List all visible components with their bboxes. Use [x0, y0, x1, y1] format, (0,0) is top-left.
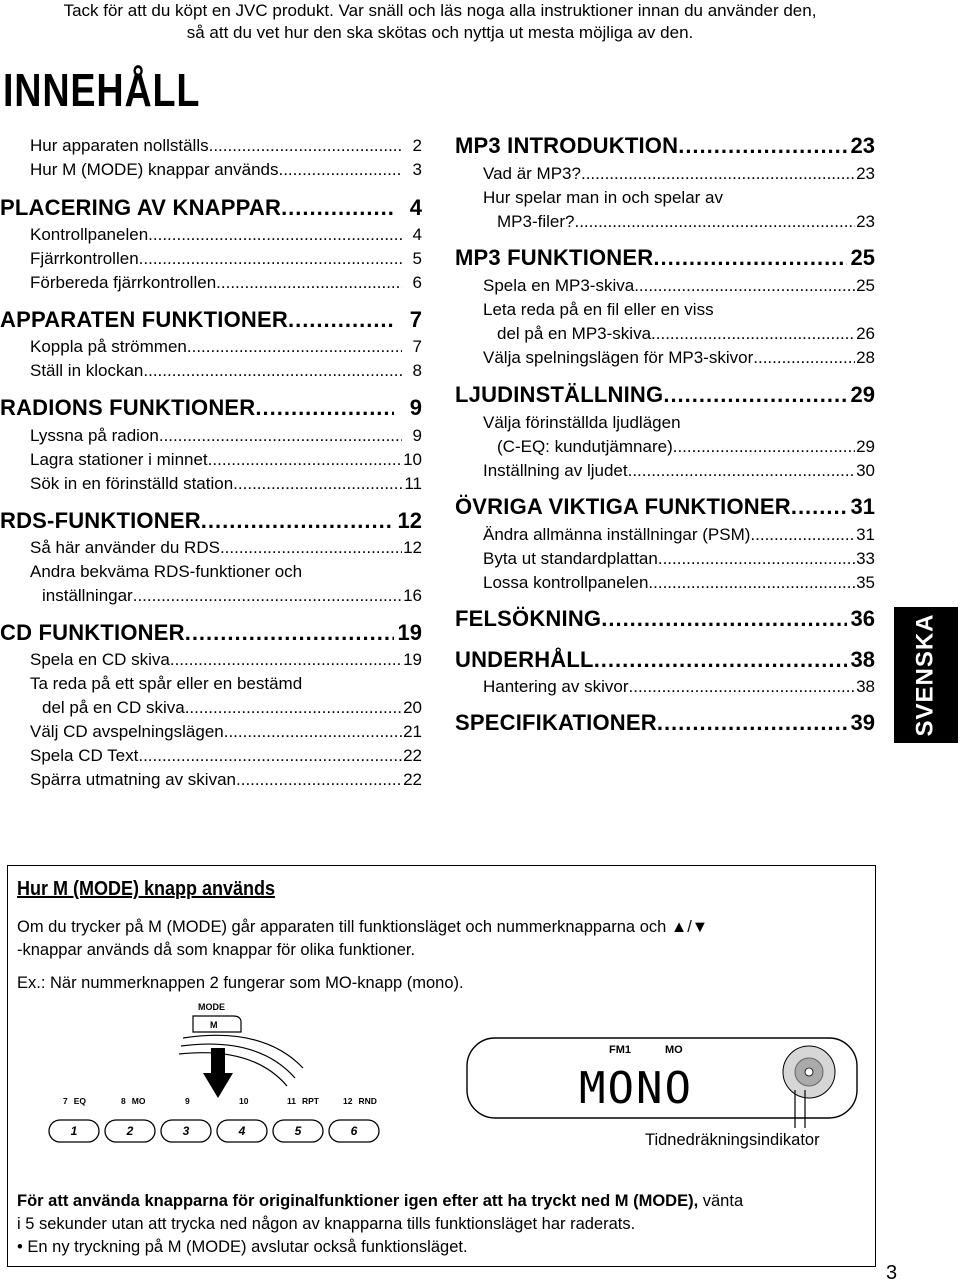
toc-page-number: 12: [403, 538, 422, 557]
toc-label: Förbereda fjärrkontrollen: [30, 273, 217, 292]
toc-section-placering-av-knappar: [0, 195, 422, 221]
toc-leader-dots: [208, 450, 402, 470]
toc-label: Sök in en förinställd station: [30, 474, 234, 493]
toc-entry-del-pa-en-cd-skiva: [42, 698, 422, 718]
toc-entry-vad-ar-mp3: [483, 164, 875, 184]
toc-entry-sok-in-en-forinstalld-station: [30, 474, 422, 494]
toc-section-felsokning: [455, 606, 875, 632]
mode-label: MODE: [198, 1002, 225, 1012]
toc-page-number: 20: [403, 698, 422, 717]
toc-label: UNDERHÅLL: [455, 647, 594, 672]
toc-section-radions-funktioner: [0, 395, 422, 421]
toc-label: Välja spelningslägen för MP3-skivor: [483, 348, 754, 367]
toc-leader-dots: [236, 770, 402, 790]
box-bold-tail: vänta: [698, 1192, 744, 1210]
toc-page-number: 23: [850, 133, 875, 158]
toc-page-number: 23: [856, 164, 875, 183]
toc-entry-kontrollpanelen: [30, 225, 422, 245]
toc-label: PLACERING AV KNAPPAR: [0, 195, 282, 220]
toc-page-number: 9: [412, 426, 422, 445]
toc-entry-byta-ut-standardplattan: [483, 549, 875, 569]
toc-entry-sparra-utmatning-av-skivan: [30, 770, 422, 790]
toc-page-number: 21: [403, 722, 422, 741]
toc-page-number: 16: [403, 586, 422, 605]
toc-page-number: 39: [850, 710, 875, 735]
toc-label: SPECIFIKATIONER: [455, 710, 657, 735]
page-number: 3: [886, 1262, 898, 1284]
toc-leader-dots: [629, 677, 855, 697]
func-label-8: 8 MO: [121, 1096, 146, 1106]
toc-page-number: 19: [403, 650, 422, 669]
display-mono: MONO: [579, 1063, 693, 1114]
toc-label: Spärra utmatning av skivan: [30, 770, 236, 789]
toc-page-number: 7: [409, 307, 422, 332]
toc-page-number: 33: [856, 549, 875, 568]
toc-section-underhall: [455, 647, 875, 673]
toc-label: Spela en MP3-skiva: [483, 276, 635, 295]
toc-page-number: 31: [856, 525, 875, 544]
toc-label: del på en MP3-skiva: [497, 324, 652, 343]
toc-entry-installning-av-ljudet: [483, 461, 875, 481]
toc-leader-dots: [581, 164, 855, 184]
toc-section-ljudinstallning: [455, 382, 875, 408]
toc-leader-dots: [159, 426, 402, 446]
toc-label: APPARATEN FUNKTIONER: [0, 307, 288, 332]
toc-page-number: 25: [850, 245, 875, 270]
toc-entry-koppla-pa-strommen: [30, 337, 422, 357]
svg-text:1: 1: [70, 1124, 78, 1138]
toc-leader-dots: [628, 461, 855, 481]
box-paragraph: [17, 916, 708, 962]
toc-label: RDS-FUNKTIONER: [0, 508, 201, 533]
toc-page-number: 9: [409, 395, 422, 420]
toc-page-number: 2: [412, 136, 422, 155]
toc-leader-dots: [224, 722, 402, 742]
box-restore-text: [17, 1190, 743, 1236]
toc-label: Lyssna på radion: [30, 426, 159, 445]
toc-label: Lagra stationer i minnet: [30, 450, 208, 469]
toc-section-mp3-introduktion: [455, 133, 875, 159]
toc-page-number: 29: [856, 437, 875, 456]
toc-entry-stall-in-klockan: [30, 361, 422, 381]
toc-page-number: 4: [409, 195, 422, 220]
number-buttons: [49, 1120, 379, 1142]
intro-line-1: Tack för att du köpt en JVC produkt. Var snäll och läs noga alla instruktioner innan du använder den,: [63, 1, 817, 20]
toc-section-rds-funktioner: [0, 508, 422, 534]
toc-entry-text: Välja förinställda ljudlägen: [483, 413, 681, 432]
toc-label: Hur apparaten nollställs: [30, 136, 209, 155]
toc-entry-mp3-filer: [497, 212, 875, 232]
toc-page-number: 31: [850, 494, 875, 519]
toc-label: Hur M (MODE) knappar används: [30, 160, 279, 179]
toc-leader-dots: [791, 494, 847, 520]
toc-label: Kontrollpanelen: [30, 225, 149, 244]
box-bullet-text: En ny tryckning på M (MODE) avslutar också funktionsläget.: [27, 1238, 468, 1256]
toc-leader-dots: [657, 710, 847, 736]
toc-entry-spela-en-mp3-skiva: [483, 276, 875, 296]
page-title: INNEHÅLL: [3, 64, 201, 116]
toc-page-number: 6: [412, 273, 422, 292]
toc-entry-valja-spelningslagen-for-mp3-skivor: [483, 348, 875, 368]
toc-label: Inställning av ljudet: [483, 461, 628, 480]
toc-entry-spela-cd-text: [30, 746, 422, 766]
toc-label: Ändra allmänna inställningar (PSM): [483, 525, 751, 544]
toc-leader-dots: [281, 195, 394, 221]
toc-page-number: 23: [856, 212, 875, 231]
toc-page-number: 19: [397, 620, 422, 645]
toc-page-number: 30: [856, 461, 875, 480]
toc-label: LJUDINSTÄLLNING: [455, 382, 664, 407]
toc-page-number: 11: [404, 474, 422, 493]
svg-text:4: 4: [238, 1124, 246, 1138]
toc-entry-fjarrkontrollen: [30, 249, 422, 269]
toc-section-ovriga-viktiga-funktioner: [455, 494, 875, 520]
toc-page-number: 12: [397, 508, 422, 533]
toc-entry-lossa-kontrollpanelen: [483, 573, 875, 593]
toc-section-apparaten-funktioner: [0, 307, 422, 333]
func-label-9: 9: [185, 1096, 190, 1106]
language-tab-label: SVENSKA: [912, 613, 939, 737]
box-paragraph-line-2: -knappar används då som knappar för olika funktioner.: [17, 941, 416, 959]
display-mo: MO: [665, 1044, 683, 1056]
toc-leader-dots: [658, 549, 855, 569]
toc-label: Koppla på strömmen: [30, 337, 187, 356]
toc-label: Ställ in klockan: [30, 361, 144, 380]
toc-label: MP3 FUNKTIONER: [455, 245, 654, 270]
m-label: M: [210, 1020, 218, 1030]
toc-label: del på en CD skiva: [42, 698, 185, 717]
toc-section-mp3-funktioner: [455, 245, 875, 271]
toc-page-number: 28: [856, 348, 875, 367]
toc-entry-hur-m-mode-knappar-anvands: [30, 160, 422, 180]
toc-leader-dots: [139, 249, 402, 269]
toc-page-number: 35: [856, 573, 875, 592]
box-heading: Hur M (MODE) knapp används: [17, 878, 276, 900]
function-labels: [63, 1096, 377, 1106]
toc-entry-c-eq-kundutjamnare: [497, 437, 875, 457]
toc-leader-dots: [187, 337, 402, 357]
toc-label: Spela en CD skiva: [30, 650, 170, 669]
toc-entry-valj-cd-avspelningslagen: [30, 722, 422, 742]
toc-page-number: 38: [856, 677, 875, 696]
toc-page-number: 36: [850, 606, 875, 631]
svg-text:5: 5: [294, 1124, 302, 1138]
svg-text:3: 3: [182, 1124, 190, 1138]
toc-leader-dots: [138, 746, 402, 766]
down-arrow-icon: [203, 1048, 233, 1098]
box-paragraph-line-1: Om du trycker på M (MODE) går apparaten till funktionsläget och nummerknapparna och ▲/▼: [17, 918, 709, 936]
box-example: Ex.: När nummerknappen 2 fungerar som MO-knapp (mono).: [17, 974, 464, 992]
toc-leader-dots: [185, 698, 402, 718]
toc-leader-dots: [601, 606, 847, 632]
toc-leader-dots: [594, 647, 847, 673]
toc-page-number: 4: [412, 225, 422, 244]
toc-entry-forbereda-fjarrkontrollen: [30, 273, 422, 293]
mode-info-box: [7, 865, 876, 1267]
timer-indicator-icon: [783, 1046, 835, 1098]
toc-label: Vad är MP3?: [483, 164, 581, 183]
toc-leader-dots: [663, 382, 847, 408]
toc-entry-sa-har-anvander-du-rds: [30, 538, 422, 558]
toc-entry-lyssna-pa-radion: [30, 426, 422, 446]
toc-leader-dots: [673, 437, 855, 457]
toc-page-number: 10: [403, 450, 422, 469]
toc-page-number: 26: [856, 324, 875, 343]
toc-leader-dots: [216, 273, 402, 293]
language-tab: [894, 607, 958, 743]
toc-label: MP3-filer?: [497, 212, 575, 231]
box-instruction-line-2: i 5 sekunder utan att trycka ned någon av knapparna tills funktionsläget har raderats.: [17, 1215, 636, 1233]
toc-entry-text: Andra bekväma RDS-funktioner och: [30, 562, 303, 581]
toc-leader-dots: [653, 245, 847, 271]
timer-caption: Tidnedräkningsindikator: [645, 1131, 820, 1149]
toc-page-number: 22: [403, 770, 422, 789]
toc-entry-text: Hur spelar man in och spelar av: [483, 188, 724, 207]
toc-label: MP3 INTRODUKTION: [455, 133, 679, 158]
toc-leader-dots: [278, 160, 402, 180]
toc-leader-dots: [143, 361, 402, 381]
svg-text:2: 2: [126, 1124, 134, 1138]
box-bold-instruction: För att använda knapparna för originalfunktioner igen efter att ha tryckt ned M (MODE),: [17, 1192, 699, 1210]
toc-entry-hur-apparaten-nollstalls: [30, 136, 422, 156]
toc-page-number: 8: [412, 361, 422, 380]
toc-leader-dots: [648, 573, 855, 593]
toc-page-number: 22: [403, 746, 422, 765]
toc-label: Spela CD Text: [30, 746, 139, 765]
toc-leader-dots: [753, 348, 855, 368]
svg-text:6: 6: [350, 1124, 358, 1138]
toc-page-number: 25: [856, 276, 875, 295]
func-label-7: 7 EQ: [63, 1096, 87, 1106]
toc-label: (C-EQ: kundutjämnare): [497, 437, 673, 456]
toc-leader-dots: [209, 136, 402, 156]
display-fm: FM1: [609, 1044, 631, 1056]
toc-entry-installningar: [42, 586, 422, 606]
box-bullet: • En ny tryckning på M (MODE) avslutar också funktionsläget.: [17, 1238, 468, 1256]
toc-leader-dots: [170, 650, 402, 670]
toc-entry-hantering-av-skivor: [483, 677, 875, 697]
toc-page-number: 38: [850, 647, 875, 672]
func-label-10: 10: [239, 1096, 249, 1106]
toc-label: CD FUNKTIONER: [0, 620, 185, 645]
toc-leader-dots: [201, 508, 394, 534]
toc-page-number: 7: [412, 337, 422, 356]
toc-label: Fjärrkontrollen: [30, 249, 139, 268]
toc-leader-dots: [233, 474, 402, 494]
toc-page-number: 29: [850, 382, 875, 407]
toc-page-number: 5: [412, 249, 422, 268]
intro-text: [0, 0, 880, 44]
toc-label: RADIONS FUNKTIONER: [0, 395, 256, 420]
toc-label: inställningar: [42, 586, 133, 605]
toc-label: Så här använder du RDS: [30, 538, 220, 557]
mode-diagram: [33, 998, 863, 1168]
toc-leader-dots: [574, 212, 855, 232]
toc-entry-andra-allmanna-installningar-psm: [483, 525, 875, 545]
toc-leader-dots: [220, 538, 402, 558]
toc-label: FELSÖKNING: [455, 606, 602, 631]
toc-leader-dots: [288, 307, 394, 333]
toc-entry-text: Ta reda på ett spår eller en bestämd: [30, 674, 303, 693]
toc-leader-dots: [185, 620, 394, 646]
func-label-12: 12 RND: [343, 1096, 377, 1106]
toc-leader-dots: [133, 586, 402, 606]
toc-label: Lossa kontrollpanelen: [483, 573, 649, 592]
toc-label: Välj CD avspelningslägen: [30, 722, 224, 741]
toc-entry-spela-en-cd-skiva: [30, 650, 422, 670]
toc-leader-dots: [255, 395, 394, 421]
intro-line-2: så att du vet hur den ska skötas och nyttja ut mesta möjliga av den.: [186, 23, 694, 42]
toc-entry-text: Leta reda på en fil eller en viss: [483, 300, 714, 319]
toc-section-cd-funktioner: [0, 620, 422, 646]
toc-entry-lagra-stationer-i-minnet: [30, 450, 422, 470]
func-label-11: 11 RPT: [287, 1096, 319, 1106]
toc-section-specifikationer: [455, 710, 875, 736]
toc-page-number: 3: [412, 160, 422, 179]
toc-label: ÖVRIGA VIKTIGA FUNKTIONER: [455, 494, 791, 519]
toc-leader-dots: [678, 133, 847, 159]
toc-leader-dots: [651, 324, 855, 344]
toc-leader-dots: [634, 276, 855, 296]
toc-entry-del-pa-en-mp3-skiva: [497, 324, 875, 344]
toc-leader-dots: [750, 525, 855, 545]
toc-label: Byta ut standardplattan: [483, 549, 658, 568]
toc-label: Hantering av skivor: [483, 677, 629, 696]
toc-leader-dots: [148, 225, 402, 245]
